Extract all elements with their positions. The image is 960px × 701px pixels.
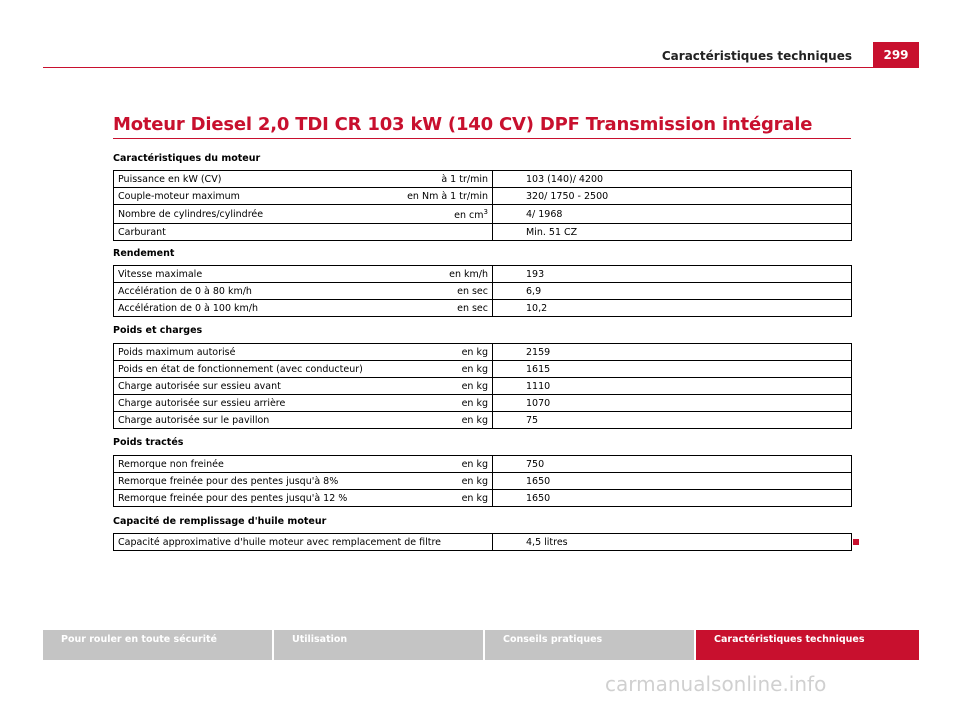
nav-tab-tips[interactable]: Conseils pratiques: [485, 630, 694, 660]
section-heading-performance: Rendement: [113, 248, 175, 259]
header-rule: [43, 67, 918, 68]
row-unit: en kg: [392, 490, 493, 507]
row-label: Capacité approximative d'huile moteur avec remplacement de filtre: [114, 534, 493, 551]
row-value: 4,5 litres: [493, 534, 852, 551]
row-value: 1110: [493, 378, 852, 395]
weights-table: [113, 343, 852, 429]
table-row: [114, 205, 852, 224]
row-value: 6,9: [493, 283, 852, 300]
row-value: 75: [493, 412, 852, 429]
table-row: [114, 224, 852, 241]
row-value: 1070: [493, 395, 852, 412]
row-value: 1650: [493, 473, 852, 490]
row-unit: à 1 tr/min: [392, 171, 493, 188]
row-label: Poids maximum autorisé: [114, 344, 393, 361]
page-number: 299: [873, 42, 919, 68]
engine-table: [113, 170, 852, 241]
nav-tab-operation[interactable]: Utilisation: [274, 630, 483, 660]
table-row: [114, 490, 852, 507]
table-row: [114, 534, 852, 551]
nav-tab-technical-data[interactable]: Caractéristiques techniques: [696, 630, 919, 660]
row-unit: en kg: [392, 378, 493, 395]
row-label: Poids en état de fonctionnement (avec conducteur): [114, 361, 393, 378]
row-label: Vitesse maximale: [114, 266, 393, 283]
row-unit: en kg: [392, 344, 493, 361]
row-value: 320/ 1750 - 2500: [493, 188, 852, 205]
row-label: Accélération de 0 à 100 km/h: [114, 300, 393, 317]
row-label: Remorque non freinée: [114, 456, 393, 473]
table-row: [114, 171, 852, 188]
table-row: [114, 361, 852, 378]
oil-table: [113, 533, 852, 551]
table-row: [114, 456, 852, 473]
table-row: [114, 473, 852, 490]
towing-table: [113, 455, 852, 507]
watermark: carmanualsonline.info: [605, 672, 827, 696]
row-value: 10,2: [493, 300, 852, 317]
row-label: Nombre de cylindres/cylindrée: [114, 205, 393, 224]
row-unit: en sec: [392, 300, 493, 317]
running-title: Caractéristiques techniques: [661, 49, 852, 63]
end-of-section-marker: [853, 539, 859, 545]
row-value: 4/ 1968: [493, 205, 852, 224]
table-row: [114, 283, 852, 300]
section-heading-towing: Poids tractés: [113, 437, 184, 448]
table-row: [114, 412, 852, 429]
row-unit: [392, 205, 493, 224]
unit-text: en cm: [454, 210, 484, 222]
nav-tab-safety[interactable]: Pour rouler en toute sécurité: [43, 630, 272, 660]
title-rule: [113, 138, 851, 139]
row-value: 1615: [493, 361, 852, 378]
row-value: 750: [493, 456, 852, 473]
table-row: [114, 300, 852, 317]
row-label: Puissance en kW (CV): [114, 171, 393, 188]
footer-nav: [43, 630, 919, 660]
row-unit: en km/h: [392, 266, 493, 283]
row-unit: en Nm à 1 tr/min: [392, 188, 493, 205]
row-label: Remorque freinée pour des pentes jusqu'à 8%: [114, 473, 393, 490]
row-label: Charge autorisée sur essieu arrière: [114, 395, 393, 412]
row-unit: en kg: [392, 412, 493, 429]
table-row: [114, 378, 852, 395]
row-unit: en kg: [392, 395, 493, 412]
section-heading-engine: Caractéristiques du moteur: [113, 153, 261, 164]
row-label: Charge autorisée sur essieu avant: [114, 378, 393, 395]
row-value: 2159: [493, 344, 852, 361]
page-title: Moteur Diesel 2,0 TDI CR 103 kW (140 CV) DPF Transmission intégrale: [113, 114, 813, 135]
table-row: [114, 266, 852, 283]
table-row: [114, 395, 852, 412]
table-row: [114, 188, 852, 205]
row-value: 193: [493, 266, 852, 283]
row-label: Charge autorisée sur le pavillon: [114, 412, 393, 429]
row-value: 1650: [493, 490, 852, 507]
unit-superscript: 3: [483, 208, 488, 216]
row-value: Min. 51 CZ: [493, 224, 852, 241]
row-label: Couple-moteur maximum: [114, 188, 393, 205]
section-heading-weights: Poids et charges: [113, 325, 203, 336]
row-unit: en kg: [392, 361, 493, 378]
section-heading-oil: Capacité de remplissage d'huile moteur: [113, 516, 327, 527]
table-row: [114, 344, 852, 361]
row-label: Carburant: [114, 224, 393, 241]
row-label: Remorque freinée pour des pentes jusqu'à 12 %: [114, 490, 393, 507]
performance-table: [113, 265, 852, 317]
row-unit: en kg: [392, 473, 493, 490]
row-value: 103 (140)/ 4200: [493, 171, 852, 188]
row-unit: en sec: [392, 283, 493, 300]
row-unit: en kg: [392, 456, 493, 473]
row-label: Accélération de 0 à 80 km/h: [114, 283, 393, 300]
row-unit: [392, 224, 493, 241]
